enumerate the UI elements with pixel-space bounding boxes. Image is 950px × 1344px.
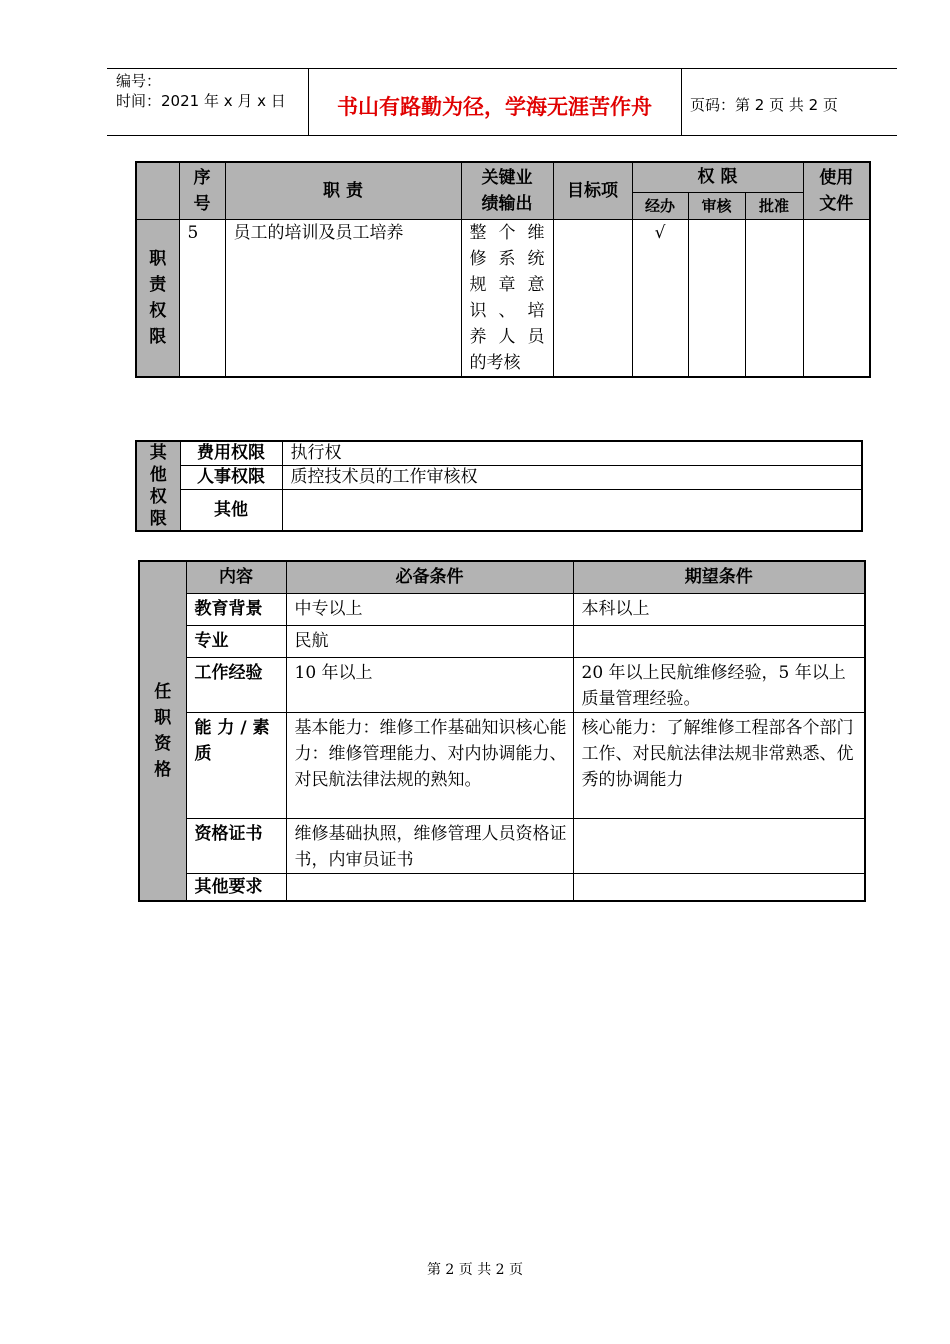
duties-table bbox=[135, 161, 871, 378]
qual-required: 中专以上 bbox=[286, 593, 573, 625]
col-key-output-header: 关键业 绩输出 bbox=[461, 162, 553, 219]
authority-value: 执行权 bbox=[282, 441, 862, 465]
row-review bbox=[688, 219, 745, 377]
qual-label: 能 力 / 素 质 bbox=[186, 712, 286, 818]
duties-side-label: 职 责 权 限 bbox=[136, 219, 179, 377]
qual-required bbox=[286, 873, 573, 901]
page-info: 页码：第 2 页 共 2 页 bbox=[690, 96, 838, 114]
col-expected-header: 期望条件 bbox=[573, 561, 865, 593]
row-key-output bbox=[461, 219, 553, 377]
qual-expected bbox=[573, 818, 865, 873]
doc-number-label: 编号： bbox=[116, 72, 162, 90]
qual-required: 民航 bbox=[286, 625, 573, 657]
key-output-line: 规 章 意 bbox=[469, 274, 545, 295]
other-authority-side-label: 其 他 权 限 bbox=[136, 441, 180, 531]
col-required-header: 必备条件 bbox=[286, 561, 573, 593]
doc-time-label: 时间：2021 年 x 月 x 日 bbox=[116, 92, 286, 110]
authority-label: 其他 bbox=[180, 489, 282, 531]
qual-label: 资格证书 bbox=[186, 818, 286, 873]
authority-label: 人事权限 bbox=[180, 465, 282, 489]
header-motto: 书山有路勤为径，学海无涯苦作舟 bbox=[337, 95, 652, 119]
other-authority-table bbox=[135, 440, 863, 532]
qual-required: 基本能力：维修工作基础知识核心能力：维修管理能力、对内协调能力、对民航法律法规的熟知。 bbox=[286, 712, 573, 818]
authority-value: 质控技术员的工作审核权 bbox=[282, 465, 862, 489]
qual-expected: 本科以上 bbox=[573, 593, 865, 625]
row-handle-check: √ bbox=[632, 219, 688, 377]
col-content-header: 内容 bbox=[186, 561, 286, 593]
col-target-header: 目标项 bbox=[553, 162, 632, 219]
qual-label: 专业 bbox=[186, 625, 286, 657]
duties-header-corner bbox=[136, 162, 179, 219]
row-docs bbox=[803, 219, 870, 377]
qualifications-side-label: 任 职 资 格 bbox=[139, 561, 186, 901]
qual-label: 其他要求 bbox=[186, 873, 286, 901]
header-top-rule bbox=[107, 68, 897, 69]
qual-expected: 核心能力：了解维修工程部各个部门工作、对民航法律法规非常熟悉、优秀的协调能力 bbox=[573, 712, 865, 818]
sub-approve-header: 批准 bbox=[745, 192, 803, 219]
row-seq: 5 bbox=[179, 219, 225, 377]
qual-label: 工作经验 bbox=[186, 657, 286, 712]
row-duty: 员工的培训及员工培养 bbox=[225, 219, 461, 377]
key-output-line: 识 、 培 bbox=[469, 300, 545, 321]
page-footer: 第 2 页 共 2 页 bbox=[426, 1262, 524, 1278]
sub-review-header: 审核 bbox=[688, 192, 745, 219]
key-output-line: 的考核 bbox=[469, 352, 521, 373]
col-docs-header: 使用 文件 bbox=[803, 162, 870, 219]
col-duty-header: 职 责 bbox=[225, 162, 461, 219]
qual-expected bbox=[573, 873, 865, 901]
authority-value bbox=[282, 489, 862, 531]
col-seq-header: 序 号 bbox=[179, 162, 225, 219]
row-approve bbox=[745, 219, 803, 377]
col-authority-header: 权 限 bbox=[632, 162, 803, 192]
key-output-line: 养 人 员 bbox=[469, 326, 545, 347]
sub-handle-header: 经办 bbox=[632, 192, 688, 219]
qual-required: 10 年以上 bbox=[286, 657, 573, 712]
authority-label: 费用权限 bbox=[180, 441, 282, 465]
qual-expected bbox=[573, 625, 865, 657]
qualifications-table bbox=[138, 560, 866, 902]
qual-expected: 20 年以上民航维修经验，5 年以上质量管理经验。 bbox=[573, 657, 865, 712]
qual-required: 维修基础执照，维修管理人员资格证书，内审员证书 bbox=[286, 818, 573, 873]
row-target bbox=[553, 219, 632, 377]
key-output-line: 整 个 维 bbox=[469, 222, 545, 243]
key-output-line: 修 系 统 bbox=[469, 248, 545, 269]
header-bottom-rule bbox=[107, 135, 897, 136]
header-divider-right bbox=[681, 68, 682, 135]
qual-label: 教育背景 bbox=[186, 593, 286, 625]
